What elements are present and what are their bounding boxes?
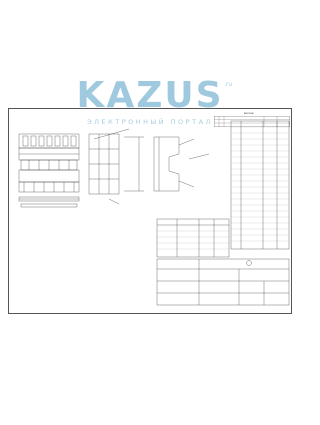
watermark-logo: KAZUS xyxy=(76,75,224,116)
connector-drawing xyxy=(9,109,293,315)
watermark-domain: .ru xyxy=(224,81,233,88)
drawing-sheet xyxy=(8,108,292,314)
watermark-subtitle: ЭЛЕКТРОННЫЙ ПОРТАЛ xyxy=(87,118,213,126)
revision-header: REVISIONS xyxy=(244,112,254,115)
